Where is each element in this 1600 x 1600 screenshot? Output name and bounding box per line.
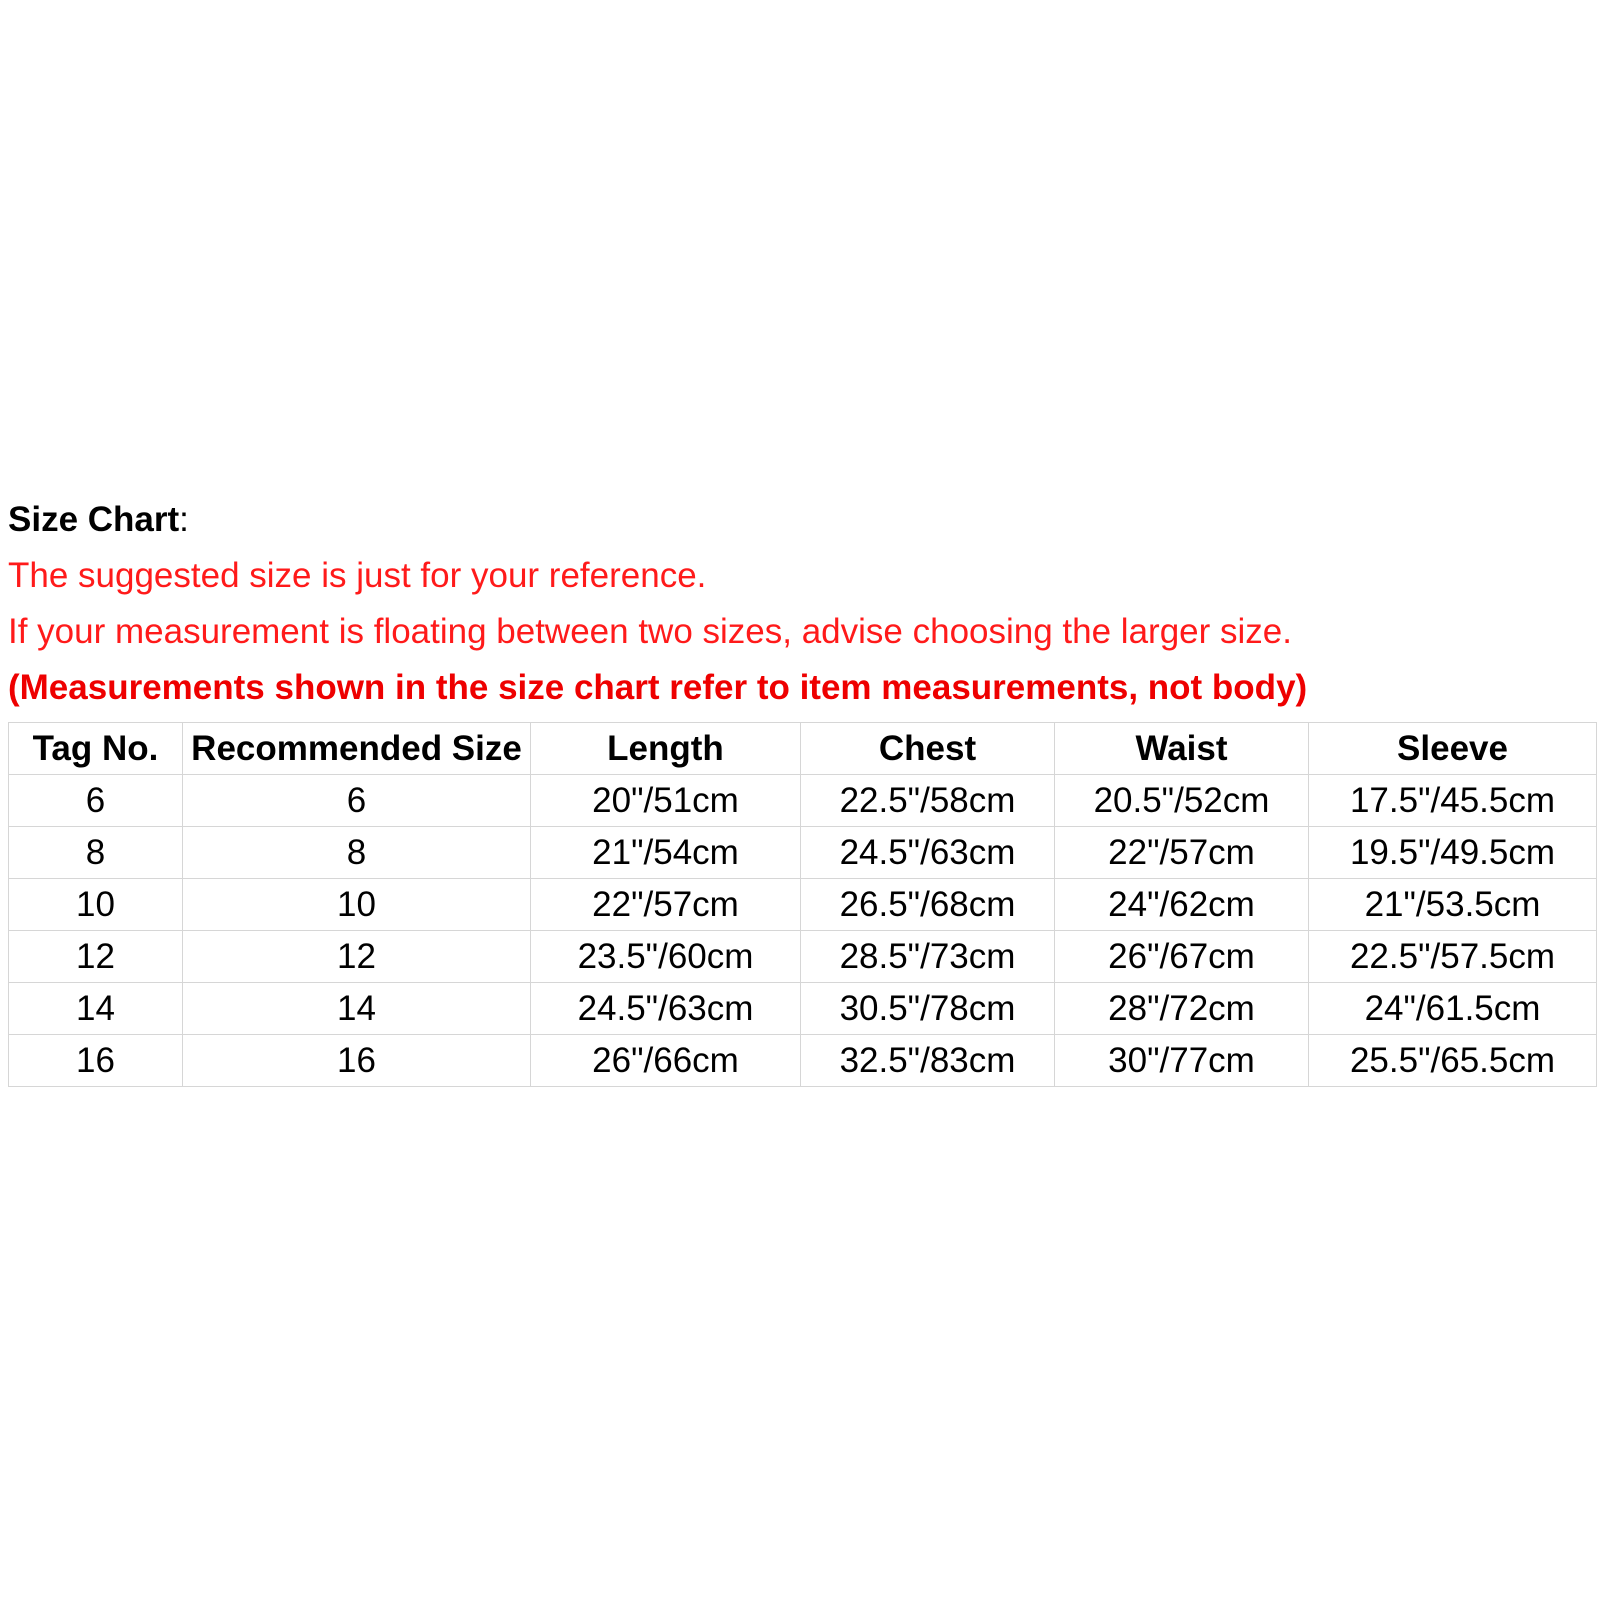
header-length: Length [531, 723, 801, 775]
cell-length: 23.5"/60cm [531, 931, 801, 983]
measurement-disclaimer: (Measurements shown in the size chart refer to item measurements, not body) [8, 668, 1308, 707]
cell-waist: 26"/67cm [1055, 931, 1309, 983]
table-row [9, 983, 1597, 1035]
cell-waist: 20.5"/52cm [1055, 775, 1309, 827]
cell-sleeve: 17.5"/45.5cm [1309, 775, 1597, 827]
cell-waist: 30"/77cm [1055, 1035, 1309, 1087]
reference-note: The suggested size is just for your reference. [8, 556, 707, 595]
size-chart-colon: : [179, 500, 189, 539]
cell-sleeve: 21"/53.5cm [1309, 879, 1597, 931]
header-tag-no: Tag No. [9, 723, 183, 775]
table-row [9, 1035, 1597, 1087]
cell-tag-no: 14 [9, 983, 183, 1035]
size-table [8, 722, 1597, 1087]
cell-length: 20"/51cm [531, 775, 801, 827]
header-waist: Waist [1055, 723, 1309, 775]
cell-waist: 24"/62cm [1055, 879, 1309, 931]
cell-length: 24.5"/63cm [531, 983, 801, 1035]
cell-waist: 28"/72cm [1055, 983, 1309, 1035]
size-chart-heading: Size Chart [8, 500, 180, 539]
cell-recommended-size: 12 [183, 931, 531, 983]
table-row [9, 879, 1597, 931]
table-row [9, 827, 1597, 879]
cell-chest: 22.5"/58cm [801, 775, 1055, 827]
cell-recommended-size: 16 [183, 1035, 531, 1087]
size-chart-title [8, 500, 1592, 540]
cell-chest: 24.5"/63cm [801, 827, 1055, 879]
cell-tag-no: 16 [9, 1035, 183, 1087]
cell-tag-no: 10 [9, 879, 183, 931]
cell-tag-no: 8 [9, 827, 183, 879]
cell-sleeve: 25.5"/65.5cm [1309, 1035, 1597, 1087]
cell-chest: 28.5"/73cm [801, 931, 1055, 983]
cell-length: 26"/66cm [531, 1035, 801, 1087]
cell-chest: 32.5"/83cm [801, 1035, 1055, 1087]
cell-tag-no: 12 [9, 931, 183, 983]
table-row [9, 931, 1597, 983]
sizing-advice-note: If your measurement is floating between two sizes, advise choosing the larger size. [8, 612, 1292, 651]
header-sleeve: Sleeve [1309, 723, 1597, 775]
cell-waist: 22"/57cm [1055, 827, 1309, 879]
cell-recommended-size: 6 [183, 775, 531, 827]
cell-recommended-size: 14 [183, 983, 531, 1035]
header-recommended-size: Recommended Size [183, 723, 531, 775]
size-chart-section [8, 500, 1592, 1080]
table-row [9, 775, 1597, 827]
table-header-row [9, 723, 1597, 775]
cell-length: 22"/57cm [531, 879, 801, 931]
cell-tag-no: 6 [9, 775, 183, 827]
cell-chest: 30.5"/78cm [801, 983, 1055, 1035]
cell-recommended-size: 10 [183, 879, 531, 931]
cell-sleeve: 19.5"/49.5cm [1309, 827, 1597, 879]
cell-recommended-size: 8 [183, 827, 531, 879]
cell-sleeve: 24"/61.5cm [1309, 983, 1597, 1035]
header-chest: Chest [801, 723, 1055, 775]
cell-length: 21"/54cm [531, 827, 801, 879]
cell-chest: 26.5"/68cm [801, 879, 1055, 931]
cell-sleeve: 22.5"/57.5cm [1309, 931, 1597, 983]
